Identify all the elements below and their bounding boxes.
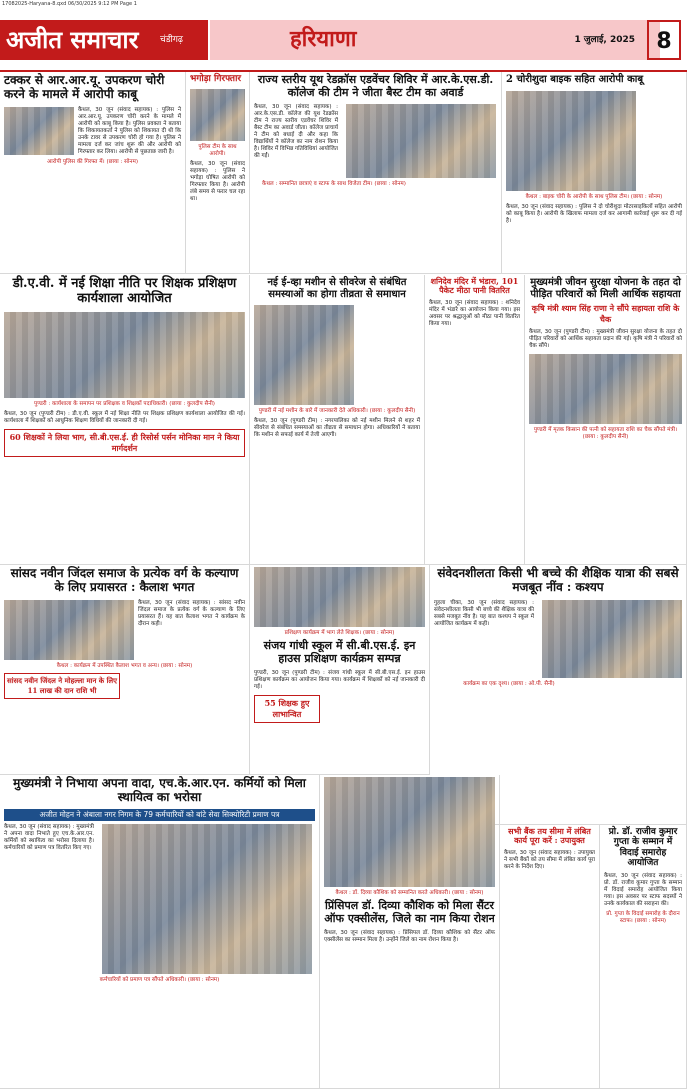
photo-caption: प्रो. गुप्ता के विदाई समारोह के दौरान स्टाफ। (छाया : सोनम) [606,911,680,925]
article-naveen-jindal [0,565,250,775]
sub-headline: कृषि मंत्री श्याम सिंह राणा ने सौंपे सहायता राशि के चैक [531,304,680,324]
headline: मुख्यमंत्री ने निभाया अपना वादा, एच.के.आर.एन. कर्मियों को मिला स्थायित्व का भरोसा [13,776,306,804]
article-sanjay-gandhi-school [250,565,430,775]
photo-caption: पुण्डरी में नई मशीन के बारे में जानकारी देते अधिकारी। (छाया : कुलदीप सैनी) [258,408,416,414]
article-body: कैथल, 30 जून (संवाद सहायक) : शनिदेव मंदिर में भंडारे का आयोजन किया गया। इस अवसर पर श्रद्धालुओं को मीठा पानी वितरित किया गया। [429,300,520,328]
headline: टक्कर से आर.आर.यू. उपकरण चोरी करने के मामले में आरोपी काबू [4,73,165,101]
photo [190,89,245,141]
article-body: पुण्डरी, 30 जून (पुण्डरी टीम) : संजय गांधी स्कूल में सी.बी.एस.ई. इन हाउस प्रशिक्षण कार्यक्रम का आयोजन किया गया। कार्यक्रम में शिक्षकों को नई जानकारी दी गई। [254,670,425,691]
logo-text: अजीत समाचार [6,25,139,54]
headline: 2 चोरीशुदा बाइक सहित आरोपी काबू [506,74,644,85]
photo-caption: कैथल : कार्यक्रम में उपस्थित कैलाश भगत व अन्य। (छाया : सोनम) [56,662,193,669]
headline: मुख्यमंत्री जीवन सुरक्षा योजना के तहत दो पीड़ित परिवारों को मिली आर्थिक सहायता [530,277,681,300]
photo-caption: कैथल : बाइक चोरी के आरोपी के साथ पुलिस टीम। (छाया : सोनम) [525,193,663,200]
article-red-cross-camp [250,72,502,274]
photo [254,567,425,627]
photo [4,312,245,398]
photo-caption: आरोपी पुलिस की गिरफ्त में। (छाया : सोनम) [46,158,139,165]
masthead [0,8,687,72]
photo [542,600,682,678]
article-body: गुहला चीका, 30 जून (संवाद सहायक) : संवेदनशीलता किसी भी बच्चे की शैक्षिक यात्रा की सबसे मजबूत नींव है। यह बात कश्यप ने स्कूल में आयोजित कार्यक्रम में कही। [434,599,534,627]
photo-caption: पुलिस टीम के साथ आरोपी। [198,144,237,158]
article-rru-theft [0,72,186,274]
highlight-box: 60 शिक्षकों ने लिया भाग, सी.बी.एस.ई. ही रिसोर्स पर्सन मोनिका मान ने किया मार्गदर्शन [4,429,245,457]
headline: संवेदनशीलता किसी भी बच्चे की शैक्षिक यात्रा की सबसे मजबूत नींव : कश्यप [437,566,679,594]
photo [254,305,354,405]
photo-caption: कैथल : सम्मानित छात्राएं व स्टाफ के साथ विजेता टीम। (छाया : सोनम) [262,181,406,188]
article-banks-pending-work [500,825,600,1089]
article-cm-life-security [525,275,687,565]
photo-caption: कर्मचारियों को प्रमाण पत्र सौंपते अधिकारी। (छाया : सोनम) [99,976,220,983]
headline: शनिदेव मंदिर में भंडारा, 101 पैकेट मीठा पानी वितरित [430,276,519,296]
photo-caption: पुण्डरी : कार्यशाला के समापन पर प्रशिक्षक व शिक्षकों पदाधिकारी। (छाया : कुलदीप सैनी) [34,400,215,407]
photo-caption: कैथल : डॉ. दिव्या कौशिक को सम्मानित करते अधिकारी। (छाया : सोनम) [335,890,484,896]
article-cm-hkrn-workers [0,775,320,1089]
article-principal-divya-kaushik [320,775,500,1089]
article-absconder [186,72,250,274]
headline: संजय गांधी स्कूल में सी.बी.एस.ई. इन हाउस प्रशिक्षण कार्यक्रम सम्पन्न [263,639,416,665]
headline: प्रो. डॉ. राजीव कुमार गुप्ता के सम्मान में विदाई समारोह आयोजित [608,827,678,869]
highlight-box: 55 शिक्षक हुए लाभान्वित [254,695,320,723]
article-body: कैथल, 30 जून (संवाद सहायक) : पुलिस ने दो चोरीशुदा मोटरसाइकिलों सहित आरोपी को काबू किया है। आरोपी के खिलाफ मामला दर्ज कर आगामी कार्रवाई शुरू कर दी गई है। [506,203,682,224]
article-body: कैथल, 30 जून (संवाद सहायक) : सांसद नवीन जिंदल समाज के प्रत्येक वर्ग के कल्याण के लिए प्रयासरत हैं। यह बात कैलाश भगत ने कार्यक्रम के दौरान कही। [138,599,245,627]
section-title: हरियाणा [290,27,357,52]
photo [102,824,312,974]
photo-caption: प्रशिक्षण कार्यक्रम में भाग लेते शिक्षक। (छाया : सोनम) [284,630,395,636]
article-body: कैथल, 30 जून (पुण्डरी टीम) : मुख्यमंत्री जीवन सुरक्षा योजना के तहत दो पीड़ित परिवारों को आर्थिक सहायता प्रदान की गई। कृषि मंत्री ने परिवारों को चैक सौंपे। [529,329,682,349]
sub-strip: अजीत मोहन ने अंबाला नगर निगम के 79 कर्मचारियों को बांटे सेवा सिक्योरिटी प्रमाण पत्र [4,809,315,821]
headline: नई ई-व्हा मशीन से सीवरेज से संबंधित समस्याओं का होगा तीव्रता से समाधान [267,277,407,300]
article-body: कैथल, 30 जून (संवाद सहायक) : पुलिस ने आर.आर.यू. उपकरण चोरी करने के मामले में आरोपी को काबू किया है। पुलिस प्रवक्ता ने बताया कि शिकायतकर्ता ने पुलिस को शिकायत दी थी कि उनके टावर से उपकरण चोरी हो गया है। पुलिस ने मामला दर्ज कर जांच शुरू की और आरोपी को गिरफ्तार कर लिया। आरोपी से पूछताछ जारी है। [78,106,181,155]
photo-caption: पुण्डरी में मृतक किसान की पत्नी को सहायता राशि का चैक सौंपते मंत्री। (छाया : कुलदीप सैनी) [533,427,678,440]
newspaper-logo [0,20,208,60]
article-stolen-bikes [502,72,687,274]
article-body: कैथल, 30 जून (पुण्डरी टीम) : डी.ए.वी. स्कूल में नई शिक्षा नीति पर शिक्षक प्रशिक्षण कार्यशाला आयोजित की गई। कार्यशाला में शिक्षकों को आधुनिक शिक्षण विधियों की जानकारी दी गई। [4,410,245,424]
logo-city: चंडीगढ़ [160,35,183,45]
article-dr-rajeev-gupta [600,825,687,1089]
headline: प्रिंसिपल डॉ. दिव्या कौशिक को मिला सैंटर ऑफ एक्सीलेंस, जिले का नाम किया रोशन [324,899,495,925]
article-dav-workshop [0,275,250,565]
photo [529,354,682,424]
headline: डी.ए.वी. में नई शिक्षा नीति पर शिक्षक प्रशिक्षण कार्यशाला आयोजित [12,276,237,306]
photo [4,107,74,155]
photo-caption: कार्यक्रम का एक दृश्य। (छाया : ओ.पी. सैनी) [463,680,555,687]
article-body: कैथल, 30 जून (संवाद सहायक) : प्रो. डॉ. राजीव कुमार गुप्ता के सम्मान में विदाई समारोह आयोजित किया गया। इस अवसर पर स्टाफ सदस्यों ने उनके कार्यकाल की सराहना की। [604,873,682,908]
print-slug: 17082025-Haryana-8.qxd 06/30/2025 9:12 PM Page 1 [2,1,137,7]
photo [324,777,495,887]
page-number: 8 [647,20,681,60]
article-shani-temple [425,275,525,565]
headline: सभी बैंक तय सीमा में लंबित कार्य पूरा करें : उपायुक्त [508,826,591,846]
highlight-box: सांसद नवीन जिंदल ने मोहल्ला मान के लिए 11 लाख की दान राशि भी [4,673,120,699]
article-body: कैथल, 30 जून (संवाद सहायक) : उपायुक्त ने सभी बैंकों को तय सीमा में लंबित कार्य पूरा करने के निर्देश दिए। [504,850,595,871]
issue-date: 1 जुलाई, 2025 [574,35,635,45]
article-body: कैथल, 30 जून (पुण्डरी टीम) : नगरपालिका को नई मशीन मिलने से शहर में सीवरेज से संबंधित समस्याओं का तीव्रता से समाधान होगा। अधिकारियों ने बताया कि मशीन से सफाई कार्य में तेजी आएगी। [254,418,420,438]
article-body: कैथल, 30 जून (संवाद सहायक) : मुख्यमंत्री ने अपना वादा निभाते हुए एच.के.आर.एन. कर्मियों को स्थायित्व का भरोसा दिलाया है। कर्मचारियों को प्रमाण पत्र वितरित किए गए। [4,823,94,851]
headline: भगोड़ा गिरफ्तार [190,74,242,84]
headline: राज्य स्तरीय यूथ रेडक्रॉस एडवेंचर शिविर में आर.के.एस.डी. कॉलेज की टीम ने जीता बैस्ट टीम का अवार्ड [257,73,494,99]
article-body: कैथल, 30 जून (संवाद सहायक) : पुलिस ने भगोड़ा घोषित आरोपी को गिरफ्तार किया है। आरोपी लंबे समय से फरार चल रहा था। [190,161,245,203]
photo [346,104,496,178]
article-body: कैथल, 30 जून (संवाद सहायक) : आर.के.एस.डी. कॉलेज की यूथ रेडक्रॉस टीम ने राज्य स्तरीय एडवेंचर शिविर में बैस्ट टीम का अवार्ड जीता। कॉलेज प्राचार्य ने टीम को बधाई दी और कहा कि विद्यार्थियों ने कॉलेज का नाम रोशन किया है। शिविर में विभिन्न गतिविधियां आयोजित की गईं। [254,104,338,160]
headline: सांसद नवीन जिंदल समाज के प्रत्येक वर्ग के कल्याण के लिए प्रयासरत : कैलाश भगत [10,566,239,594]
article-sewer-machine [250,275,425,565]
photo [4,600,134,660]
article-body: कैथल, 30 जून (संवाद सहायक) : प्रिंसिपल डॉ. दिव्या कौशिक को सैंटर ऑफ एक्सीलेंस का सम्मान मिला है। उन्होंने जिले का नाम रोशन किया है। [324,930,495,944]
photo [506,91,636,191]
